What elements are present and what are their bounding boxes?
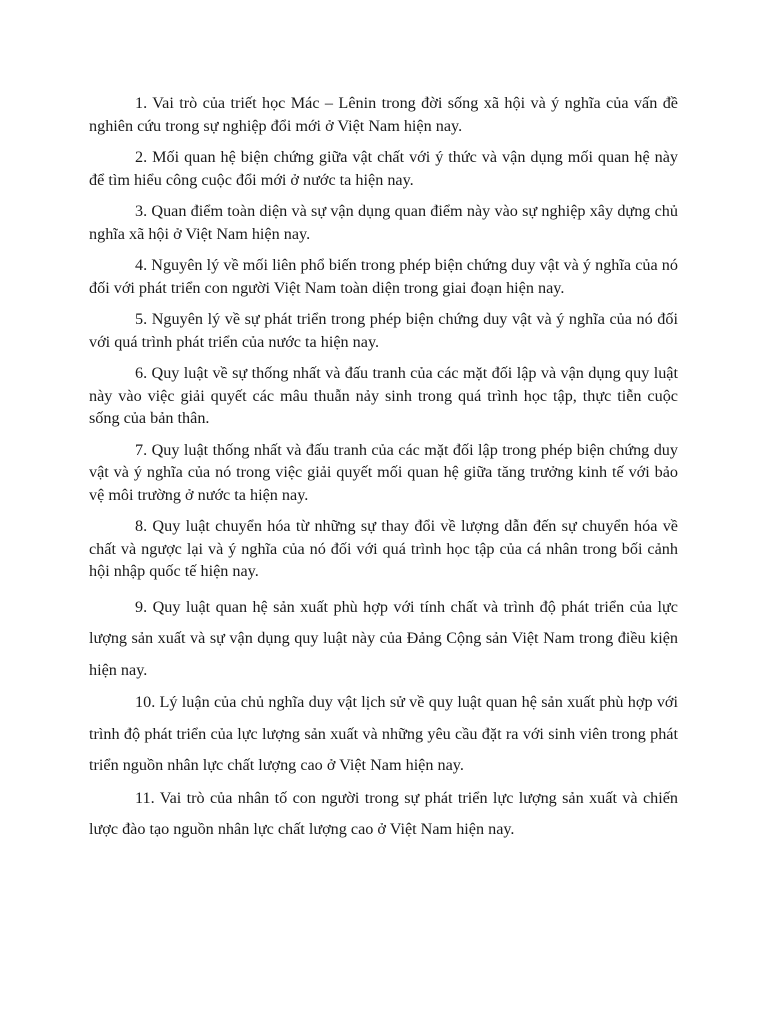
topic-item-6: 6. Quy luật về sự thống nhất và đấu tranh của các mặt đối lập và vận dụng quy luật này vào việc giải quyết các mâu thuẫn nảy sinh trong quá trình học tập, thực tiễn cuộc sống của bản thân. xyxy=(89,364,678,427)
topic-item-3: 3. Quan điểm toàn diện và sự vận dụng quan điểm này vào sự nghiệp xây dựng chủ nghĩa xã hội ở Việt Nam hiện nay. xyxy=(89,202,678,243)
topic-item-8: 8. Quy luật chuyển hóa từ những sự thay đổi về lượng dẫn đến sự chuyển hóa về chất và ngược lại và ý nghĩa của nó đối với quá trình học tập của cá nhân trong bối cảnh hội nhập quốc tế hiện nay. xyxy=(89,517,678,580)
topic-item-5: 5. Nguyên lý về sự phát triển trong phép biện chứng duy vật và ý nghĩa của nó đối với quá trình phát triển của nước ta hiện nay. xyxy=(89,310,678,351)
topic-item-2: 2. Mối quan hệ biện chứng giữa vật chất với ý thức và vận dụng mối quan hệ này để tìm hiểu công cuộc đổi mới ở nước ta hiện nay. xyxy=(89,148,678,189)
topic-item-4: 4. Nguyên lý về mối liên phổ biến trong phép biện chứng duy vật và ý nghĩa của nó đối với phát triển con người Việt Nam toàn diện trong giai đoạn hiện nay. xyxy=(89,256,678,297)
topic-item-9: 9. Quy luật quan hệ sản xuất phù hợp với tính chất và trình độ phát triển của lực lượng sản xuất và sự vận dụng quy luật này của Đảng Cộng sản Việt Nam trong điều kiện hiện nay. xyxy=(89,597,678,679)
topic-item-11: 11. Vai trò của nhân tố con người trong sự phát triển lực lượng sản xuất và chiến lược đào tạo nguồn nhân lực chất lượng cao ở Việt Nam hiện nay. xyxy=(89,788,678,838)
topic-item-10: 10. Lý luận của chủ nghĩa duy vật lịch sử về quy luật quan hệ sản xuất phù hợp với trình độ phát triển của lực lượng sản xuất và những yêu cầu đặt ra với sinh viên trong phát triển nguồn nhân lực chất lượng cao ở Việt Nam hiện nay. xyxy=(89,693,678,774)
topic-item-7: 7. Quy luật thống nhất và đấu tranh của các mặt đối lập trong phép biện chứng duy vật và ý nghĩa của nó trong việc giải quyết mối quan hệ giữa tăng trưởng kinh tế với bảo vệ môi trường ở nước ta hiện nay. xyxy=(89,440,678,504)
topic-item-1: 1. Vai trò của triết học Mác – Lênin trong đời sống xã hội và ý nghĩa của vấn đề nghiên cứu trong sự nghiệp đổi mới ở Việt Nam hiện nay. xyxy=(89,94,678,135)
document-page xyxy=(89,92,678,847)
